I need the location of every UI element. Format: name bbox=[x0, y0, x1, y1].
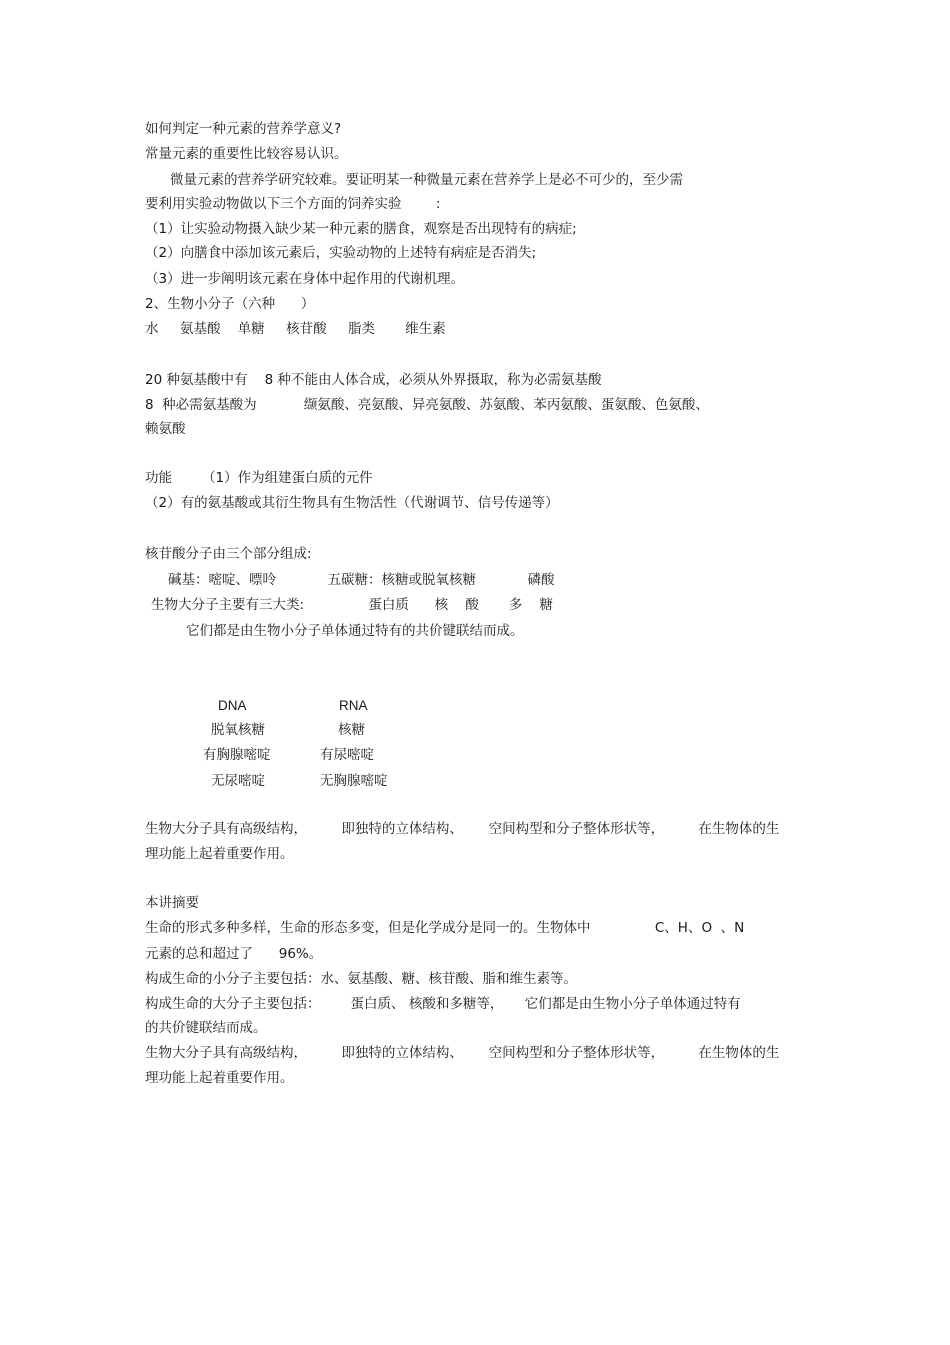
rna-base-absent: 无胸腺嘧啶 bbox=[320, 773, 388, 789]
dna-base-absent: 无尿嘧啶 bbox=[211, 773, 265, 789]
rna-header: RNA bbox=[339, 698, 368, 713]
rna-base-present: 有尿嘧啶 bbox=[320, 747, 374, 763]
structure-line-1: 生物大分子具有高级结构， 即独特的立体结构、 空间构型和分子整体形状等， 在生物体的生 bbox=[145, 821, 780, 837]
function-line-1: 功能 （1）作为组建蛋白质的元件 bbox=[145, 470, 373, 486]
rna-sugar: 核糖 bbox=[338, 722, 365, 738]
summary-line-1: 生命的形式多种多样，生命的形态多变，但是化学成分是同一的。生物体中 C、H、O 、N bbox=[145, 920, 745, 936]
summary-title: 本讲摘要 bbox=[145, 895, 199, 911]
essential-amino-acids-line-1: 8 种必需氨基酸为 缬氨酸、亮氨酸、异亮氨酸、苏氨酸、苯丙氨酸、蛋氨酸、色氨酸、 bbox=[145, 397, 709, 413]
summary-line-2: 元素的总和超过了 96%。 bbox=[145, 946, 323, 962]
nucleotide-parts: 碱基：嘧啶、嘌呤 五碳糖：核糖或脱氧核糖 磷酸 bbox=[168, 572, 555, 588]
macromolecule-formation: 它们都是由生物小分子单体通过特有的共价键联结而成。 bbox=[186, 623, 524, 639]
dna-sugar: 脱氧核糖 bbox=[211, 722, 265, 738]
question-line: 如何判定一种元素的营养学意义? bbox=[145, 121, 342, 137]
function-line-2: （2）有的氨基酸或其衍生物具有生物活性（代谢调节、信号传递等） bbox=[145, 495, 559, 511]
essential-amino-acids-line-2: 赖氨酸 bbox=[145, 421, 186, 437]
nucleotide-title: 核苷酸分子由三个部分组成: bbox=[145, 546, 312, 562]
experiment-step-3: （3）进一步阐明该元素在身体中起作用的代谢机理。 bbox=[145, 271, 465, 287]
experiment-step-1: （1）让实验动物摄入缺少某一种元素的膳食，观察是否出现特有的病症; bbox=[145, 221, 577, 237]
amino-acid-line: 20 种氨基酸中有 8 种不能由人体合成，必须从外界摄取，称为必需氨基酸 bbox=[145, 372, 602, 388]
structure-line-2: 理功能上起着重要作用。 bbox=[145, 846, 294, 862]
macro-element-note: 常量元素的重要性比较容易认识。 bbox=[145, 146, 348, 162]
summary-line-3: 构成生命的小分子主要包括：水、氨基酸、糖、核苷酸、脂和维生素等。 bbox=[145, 971, 577, 987]
section-heading-small-molecules: 2、生物小分子（六种 ） bbox=[145, 296, 315, 312]
dna-header: DNA bbox=[218, 698, 247, 713]
experiment-step-2: （2）向膳食中添加该元素后，实验动物的上述特有病症是否消失; bbox=[145, 245, 537, 261]
summary-line-5: 的共价键联结而成。 bbox=[145, 1020, 267, 1036]
micro-element-line-2: 要利用实验动物做以下三个方面的饲养实验 : bbox=[145, 196, 441, 212]
summary-line-7: 理功能上起着重要作用。 bbox=[145, 1070, 294, 1086]
dna-base-present: 有胸腺嘧啶 bbox=[203, 747, 271, 763]
small-molecule-types: 水 氨基酸 单糖 核苷酸 脂类 维生素 bbox=[145, 321, 446, 337]
macromolecule-types: 生物大分子主要有三大类: 蛋白质 核 酸 多 糖 bbox=[151, 597, 554, 613]
summary-line-6: 生物大分子具有高级结构， 即独特的立体结构、 空间构型和分子整体形状等， 在生物体的生 bbox=[145, 1045, 780, 1061]
micro-element-line-1: 微量元素的营养学研究较难。要证明某一种微量元素在营养学上是必不可少的，至少需 bbox=[170, 172, 683, 188]
summary-line-4: 构成生命的大分子主要包括： 蛋白质、 核酸和多糖等， 它们都是由生物小分子单体通过特有 bbox=[145, 996, 741, 1012]
